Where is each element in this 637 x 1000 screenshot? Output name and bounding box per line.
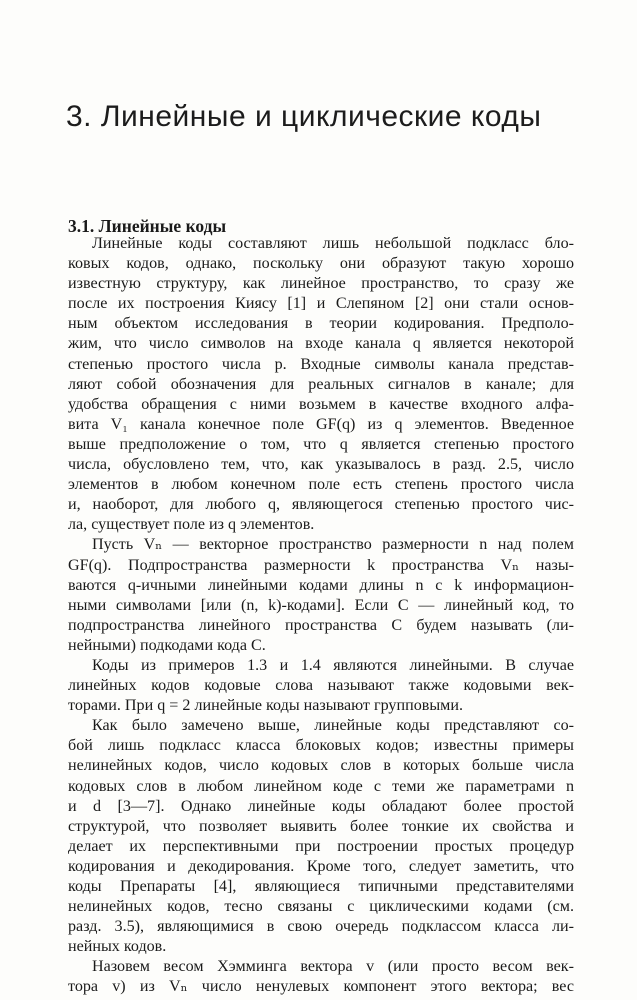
text-line: и d [3—7]. Однако линейные коды обладают более простой bbox=[68, 797, 574, 815]
text-line: кодовых слов в любом линейном коде с теми же параметрами n bbox=[68, 777, 574, 795]
text-line: кодирования и декодирования. Кроме того, следует заметить, что bbox=[68, 857, 574, 875]
text-line: ла, существует поле из q элементов. bbox=[68, 516, 315, 534]
text-line: степенью простого числа p. Входные символы канала представ- bbox=[68, 355, 574, 373]
text-line: нелинейных кодов, тесно связаны с циклическими кодами (см. bbox=[68, 898, 574, 916]
text-line: тора v) из Vₙ число ненулевых компонент этого вектора; вес bbox=[68, 978, 574, 996]
text-line: ляют собой обозначения для реальных сигналов в канале; для bbox=[68, 375, 574, 393]
text-line: нейными) подкодами кода C. bbox=[68, 636, 266, 654]
text-line: ными символами [или (n, k)-кодами]. Если C — линейный код, то bbox=[68, 596, 574, 614]
text-line: Назовем весом Хэмминга вектора v (или просто весом век- bbox=[92, 958, 574, 976]
text-line: подпространства линейного пространства C будем называть (ли- bbox=[68, 616, 574, 634]
text-line: Линейные коды составляют лишь небольшой подкласс бло- bbox=[92, 235, 574, 252]
text-line: GF(q). Подпространства размерности k пространства Vₙ назы- bbox=[68, 556, 574, 574]
text-line: и, наоборот, для любого q, являющегося степенью простого чис- bbox=[68, 496, 574, 514]
text-line: ваются q-ичными линейными кодами длины n с k информацион- bbox=[68, 576, 574, 594]
text-line: торами. При q = 2 линейные коды называют групповыми. bbox=[68, 697, 463, 715]
body-text bbox=[68, 234, 574, 998]
text-line: числа, обусловлено тем, что, как указывалось в разд. 2.5, число bbox=[68, 456, 574, 474]
text-line: известную структуру, как линейное пространство, то сразу же bbox=[68, 275, 574, 293]
text-line: бой лишь подкласс класса блоковых кодов; известны примеры bbox=[68, 737, 574, 755]
text-line: структурой, что позволяет выявить более тонкие их свойства и bbox=[68, 817, 574, 835]
text-line: Как было замечено выше, линейные коды представляют со- bbox=[92, 717, 574, 735]
text-line: ным объектом исследования в теории кодирования. Предполо- bbox=[68, 315, 574, 333]
text-line: удобства обращения с ними возьмем в качестве входного алфа- bbox=[68, 395, 574, 413]
text-line: разд. 3.5), являющимися в свою очередь подклассом класса ли- bbox=[68, 918, 574, 936]
section-title: 3.1. Линейные коды bbox=[68, 215, 227, 236]
text-line: элементов в любом конечном поле есть степень простого числа bbox=[68, 476, 574, 494]
chapter-title: 3. Линейные и циклические коды bbox=[66, 100, 542, 134]
text-line: коды Препараты [4], являющиеся типичными представителями bbox=[68, 878, 574, 895]
text-line: после их построения Киясу [1] и Слепяном [2] они стали основ- bbox=[68, 295, 574, 313]
text-line: нейных кодов. bbox=[68, 938, 167, 956]
text-line: выше предположение о том, что q является степенью простого bbox=[68, 435, 574, 453]
text-line: линейных кодов кодовые слова называют также кодовыми век- bbox=[68, 677, 574, 695]
text-line: Пусть Vₙ — векторное пространство размерности n над полем bbox=[92, 536, 574, 554]
text-line: Коды из примеров 1.3 и 1.4 являются линейными. В случае bbox=[92, 656, 574, 674]
text-line: нелинейных кодов, число кодовых слов в которых больше числа bbox=[68, 757, 574, 775]
text-line: вита V₁ канала конечное поле GF(q) из q элементов. Введенное bbox=[68, 415, 574, 433]
text-line: жим, что число символов на входе канала q является некоторой bbox=[68, 335, 574, 353]
text-line: делает их перспективными при построении простых процедур bbox=[68, 837, 574, 855]
text-line: ковых кодов, однако, поскольку они образуют такую хорошо bbox=[68, 255, 574, 273]
